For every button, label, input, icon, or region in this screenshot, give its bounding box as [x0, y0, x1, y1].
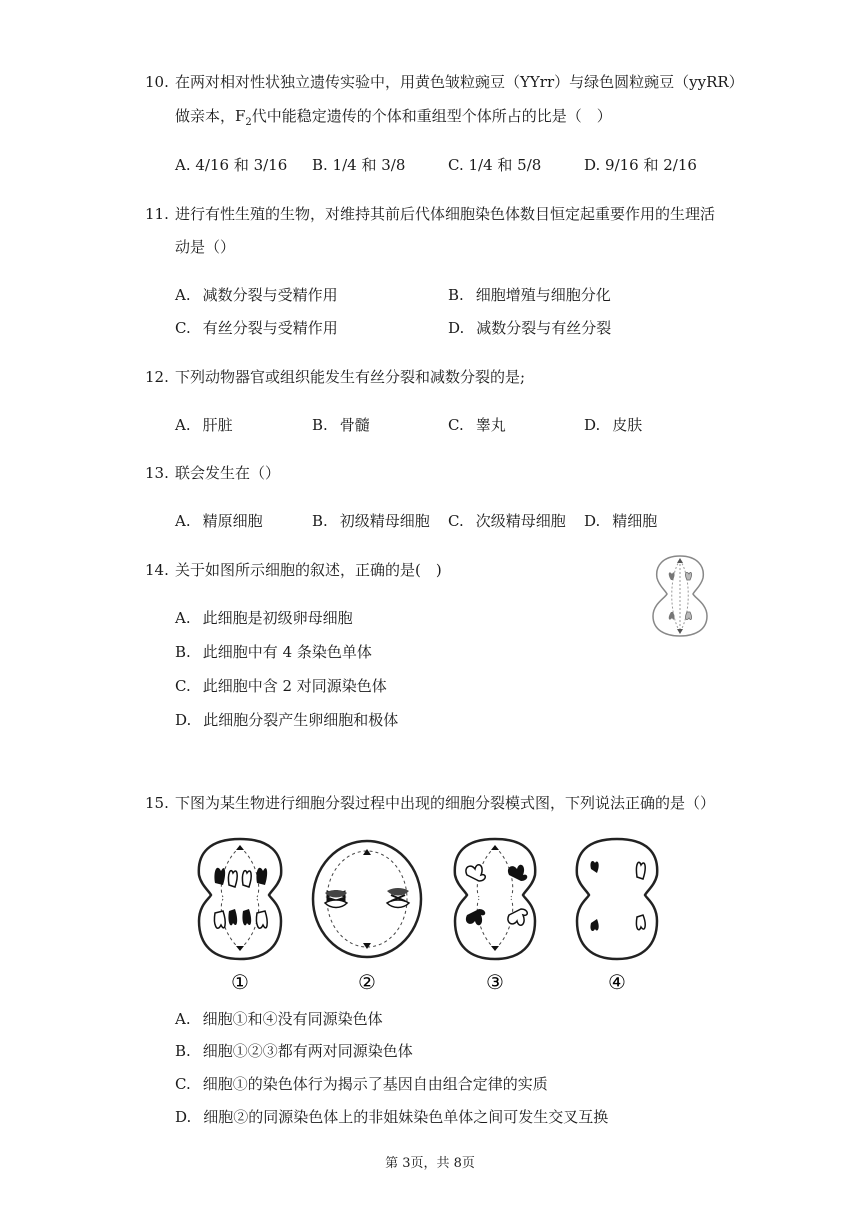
cell-division-figure: [645, 552, 715, 638]
option-text: 此细胞中含 2 对同源染色体: [202, 677, 387, 695]
option-c[interactable]: [448, 511, 566, 531]
option-d[interactable]: [448, 318, 611, 338]
option-text: 细胞增殖与细胞分化: [475, 286, 611, 304]
question-number: 11.: [145, 205, 169, 223]
option-label: D.: [584, 416, 601, 434]
option-text: 减数分裂与受精作用: [202, 286, 338, 304]
cell-3-diagram: [455, 839, 535, 959]
option-label: A.: [175, 416, 191, 434]
option-d[interactable]: D. 9/16 和 2/16: [584, 156, 697, 174]
option-label: B.: [175, 1042, 191, 1060]
option-text: 减数分裂与有丝分裂: [476, 319, 612, 337]
question-10-stem-cont: [175, 106, 612, 133]
subscript: 2: [245, 117, 252, 128]
option-label: B.: [312, 512, 328, 530]
option-a[interactable]: [175, 1009, 383, 1029]
option-c[interactable]: [175, 318, 338, 338]
option-label: A.: [175, 286, 191, 304]
option-label: C.: [448, 416, 464, 434]
option-text: 细胞①和④没有同源染色体: [202, 1010, 383, 1028]
cell-division-diagrams: [195, 833, 675, 995]
option-text: 皮肤: [612, 416, 643, 434]
option-label: B.: [175, 643, 191, 661]
option-text: 细胞②的同源染色体上的非姐妹染色单体之间可发生交叉互换: [203, 1108, 609, 1126]
question-number: 15.: [145, 794, 169, 812]
option-text: 精原细胞: [202, 512, 263, 530]
option-b[interactable]: [175, 1041, 413, 1061]
option-c[interactable]: [175, 1074, 548, 1094]
option-text: 精细胞: [612, 512, 658, 530]
option-label: D.: [175, 1108, 192, 1126]
question-11-stem: [145, 204, 715, 224]
option-label: A.: [175, 512, 191, 530]
option-b[interactable]: [312, 415, 370, 435]
option-c[interactable]: [175, 676, 387, 696]
option-label: A.: [175, 609, 191, 627]
option-label: B.: [312, 416, 328, 434]
option-label: B.: [448, 286, 464, 304]
question-text: 下图为某生物进行细胞分裂过程中出现的细胞分裂模式图，下列说法正确的是（）: [175, 794, 716, 812]
option-b[interactable]: B. 1/4 和 3/8: [312, 156, 406, 174]
cell-1-diagram: [199, 839, 281, 959]
option-a[interactable]: [175, 415, 233, 435]
option-b[interactable]: [448, 285, 611, 305]
question-13-stem: [145, 463, 280, 483]
question-text: 代中能稳定遗传的个体和重组型个体所占的比是（ ）: [251, 107, 612, 125]
option-d[interactable]: [584, 511, 657, 531]
option-a[interactable]: A. 4/16 和 3/16: [175, 156, 288, 174]
option-label: D.: [448, 319, 465, 337]
question-10-stem: [145, 72, 744, 92]
option-text: 细胞①②③都有两对同源染色体: [202, 1042, 413, 1060]
option-b[interactable]: [312, 511, 430, 531]
option-label: C.: [175, 677, 191, 695]
question-text: 进行有性生殖的生物，对维持其前后代体细胞染色体数目恒定起重要作用的生理活: [175, 205, 716, 223]
page-footer: 第 3页，共 8页: [385, 1156, 475, 1171]
option-text: 有丝分裂与受精作用: [202, 319, 338, 337]
figure-label-1: ①: [231, 970, 249, 994]
option-label: C.: [175, 319, 191, 337]
option-text: 次级精母细胞: [475, 512, 566, 530]
figure-label-4: ④: [608, 970, 626, 994]
option-text: 睾丸: [475, 416, 506, 434]
figure-label-2: ②: [358, 970, 376, 994]
option-d[interactable]: [584, 415, 642, 435]
option-label: A.: [175, 1010, 191, 1028]
option-c[interactable]: [448, 415, 506, 435]
option-text: 此细胞分裂产生卵细胞和极体: [203, 711, 399, 729]
option-a[interactable]: [175, 608, 353, 628]
cell-2-diagram: [313, 841, 421, 957]
figure-label-3: ③: [486, 970, 504, 994]
question-text: 联会发生在（）: [175, 464, 281, 482]
question-15-stem: [145, 793, 715, 813]
question-14-stem: [145, 560, 442, 580]
option-label: C.: [175, 1075, 191, 1093]
question-12-stem: [145, 367, 525, 387]
question-number: 14.: [145, 561, 169, 579]
option-text: 此细胞中有 4 条染色单体: [202, 643, 372, 661]
option-label: C.: [448, 512, 464, 530]
option-text: 初级精母细胞: [339, 512, 430, 530]
option-a[interactable]: [175, 285, 338, 305]
question-text: 在两对相对性状独立遗传实验中，用黄色皱粒豌豆（YYrr）与绿色圆粒豌豆（yyRR）: [175, 73, 744, 91]
option-text: 肝脏: [202, 416, 233, 434]
question-number: 10.: [145, 73, 169, 91]
option-label: D.: [584, 512, 601, 530]
option-c[interactable]: C. 1/4 和 5/8: [448, 156, 542, 174]
question-number: 12.: [145, 368, 169, 386]
option-d[interactable]: [175, 1107, 608, 1127]
option-label: D.: [175, 711, 192, 729]
option-a[interactable]: [175, 511, 263, 531]
option-text: 骨髓: [339, 416, 370, 434]
option-b[interactable]: [175, 642, 372, 662]
option-d[interactable]: [175, 710, 398, 730]
question-text: 关于如图所示细胞的叙述，正确的是( ): [175, 561, 442, 579]
question-11-stem-cont: 动是（）: [175, 238, 236, 256]
option-text: 此细胞是初级卵母细胞: [202, 609, 353, 627]
option-text: 细胞①的染色体行为揭示了基因自由组合定律的实质: [202, 1075, 548, 1093]
cell-4-diagram: [577, 839, 657, 959]
question-text: 下列动物器官或组织能发生有丝分裂和减数分裂的是;: [175, 368, 526, 386]
question-number: 13.: [145, 464, 169, 482]
question-text: 做亲本，F: [175, 107, 246, 125]
